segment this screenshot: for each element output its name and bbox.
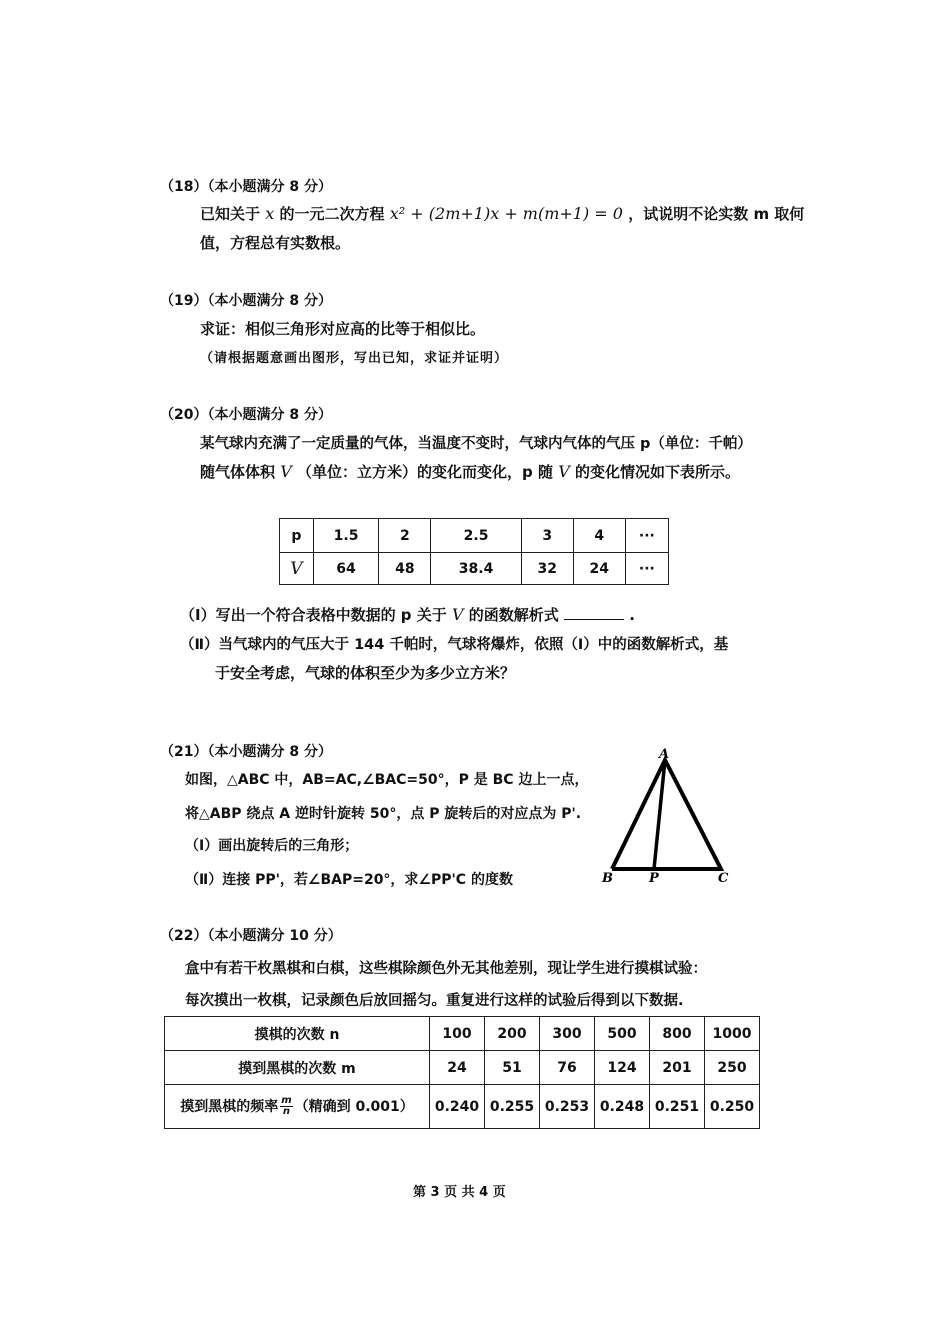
table-cell: 0.251 bbox=[650, 1085, 705, 1129]
table-row-label bbox=[165, 1085, 430, 1129]
q18-line2: 值，方程总有实数根。 bbox=[200, 234, 351, 252]
q20-part1 bbox=[180, 604, 635, 625]
q20-var-v-3: V bbox=[452, 605, 464, 624]
triangle-figure bbox=[590, 742, 750, 892]
table-cell: 48 bbox=[379, 553, 431, 585]
q20-line2-b: （单位：立方米）的变化而变化，p 随 bbox=[297, 463, 554, 481]
q22-line2: 每次摸出一枚棋，记录颜色后放回摇匀。重复进行这样的试验后得到以下数据. bbox=[185, 993, 684, 1009]
label-p: P bbox=[649, 871, 659, 886]
q20-var-v-2: V bbox=[558, 462, 570, 481]
answer-blank bbox=[564, 605, 624, 620]
q21-part2: （Ⅱ）连接 PP'，若∠BAP=20°，求∠PP'C 的度数 bbox=[185, 872, 513, 888]
table-cell: 0.250 bbox=[705, 1085, 760, 1129]
table-row-label: 摸棋的次数 n bbox=[165, 1017, 430, 1051]
table-cell: 124 bbox=[595, 1051, 650, 1085]
table-cell: ··· bbox=[625, 553, 668, 585]
fraction-m-over-n bbox=[280, 1096, 292, 1117]
table-cell: 24 bbox=[573, 553, 625, 585]
q20-table bbox=[279, 518, 669, 585]
table-cell: p bbox=[280, 519, 314, 553]
table-cell: 64 bbox=[313, 553, 379, 585]
q18-equation: x² + (2m+1)x + m(m+1) = 0 bbox=[389, 204, 623, 223]
label-c: C bbox=[718, 871, 729, 886]
table-cell: ··· bbox=[625, 519, 668, 553]
q19-header: （19）（本小题满分 8 分） bbox=[160, 293, 332, 309]
q20-part2-line2: 于安全考虑，气球的体积至少为多少立方米？ bbox=[215, 664, 516, 682]
table-cell: 0.255 bbox=[485, 1085, 540, 1129]
q20-part1-b: 的函数解析式 bbox=[468, 606, 559, 624]
q22-table-row-n bbox=[165, 1017, 760, 1051]
table-cell: 0.240 bbox=[430, 1085, 485, 1129]
q21-header: （21）（本小题满分 8 分） bbox=[160, 744, 332, 760]
label-a: A bbox=[659, 747, 670, 762]
q18-line1 bbox=[200, 203, 804, 224]
q22-line1: 盒中有若干枚黑棋和白棋，这些棋除颜色外无其他差别，现让学生进行摸棋试验： bbox=[185, 961, 707, 977]
table-cell: 250 bbox=[705, 1051, 760, 1085]
q20-part1-end: . bbox=[629, 606, 635, 624]
table-cell: 100 bbox=[430, 1017, 485, 1051]
q20-var-v: V bbox=[280, 462, 292, 481]
table-cell: 500 bbox=[595, 1017, 650, 1051]
freq-label-a: 摸到黑棋的频率 bbox=[180, 1098, 279, 1115]
table-cell: 1000 bbox=[705, 1017, 760, 1051]
q20-line1: 某气球内充满了一定质量的气体，当温度不变时，气球内气体的气压 p（单位：千帕） bbox=[200, 436, 752, 452]
q20-line2 bbox=[200, 461, 740, 482]
page-footer: 第 3 页 共 4 页 bbox=[413, 1185, 506, 1200]
q22-table bbox=[164, 1016, 760, 1129]
q19-line2: （请根据题意画出图形，写出已知，求证并证明） bbox=[200, 351, 509, 366]
table-cell: 76 bbox=[540, 1051, 595, 1085]
table-cell: 32 bbox=[521, 553, 573, 585]
q18-header: （18）（本小题满分 8 分） bbox=[160, 179, 332, 195]
q18-var-x: x bbox=[265, 204, 275, 223]
q22-table-row-freq bbox=[165, 1085, 760, 1129]
label-b: B bbox=[602, 871, 613, 886]
q20-line2-c: 的变化情况如下表所示。 bbox=[575, 463, 741, 481]
q21-line1: 如图，△ABC 中，AB=AC,∠BAC=50°，P 是 BC 边上一点， bbox=[185, 772, 589, 788]
fraction-numerator: m bbox=[281, 1095, 292, 1107]
table-cell: 4 bbox=[573, 519, 625, 553]
q20-part1-a: （Ⅰ）写出一个符合表格中数据的 p 关于 bbox=[180, 606, 447, 624]
q20-table-row-v bbox=[280, 553, 669, 585]
table-cell: 300 bbox=[540, 1017, 595, 1051]
q21-line2: 将△ABP 绕点 A 逆时针旋转 50°，点 P 旋转后的对应点为 P'. bbox=[185, 806, 582, 822]
table-cell: 0.253 bbox=[540, 1085, 595, 1129]
table-cell: 2.5 bbox=[431, 519, 521, 553]
q18-line1-post: ，试说明不论实数 m 取何 bbox=[628, 205, 805, 223]
table-cell: 0.248 bbox=[595, 1085, 650, 1129]
q20-header: （20）（本小题满分 8 分） bbox=[160, 407, 332, 423]
table-cell: 2 bbox=[379, 519, 431, 553]
table-cell: 1.5 bbox=[313, 519, 379, 553]
q18-line1-mid: 的一元二次方程 bbox=[279, 205, 385, 223]
q19-line1: 求证：相似三角形对应高的比等于相似比。 bbox=[200, 320, 486, 338]
freq-label-b: （精确到 0.001） bbox=[294, 1098, 414, 1115]
table-row-label: 摸到黑棋的次数 m bbox=[165, 1051, 430, 1085]
q20-table-row-p bbox=[280, 519, 669, 553]
table-cell: 51 bbox=[485, 1051, 540, 1085]
table-cell: 3 bbox=[521, 519, 573, 553]
table-cell: 800 bbox=[650, 1017, 705, 1051]
q20-line2-a: 随气体体积 bbox=[200, 463, 276, 481]
q18-line1-pre: 已知关于 bbox=[200, 205, 261, 223]
table-cell: 200 bbox=[485, 1017, 540, 1051]
q22-header: （22）（本小题满分 10 分） bbox=[160, 928, 342, 944]
q22-table-row-m bbox=[165, 1051, 760, 1085]
table-cell: V bbox=[280, 553, 314, 585]
table-cell: 24 bbox=[430, 1051, 485, 1085]
q20-part2-line1: （Ⅱ）当气球内的气压大于 144 千帕时，气球将爆炸，依照（Ⅰ）中的函数解析式，基 bbox=[180, 637, 729, 653]
table-cell: 38.4 bbox=[431, 553, 521, 585]
triangle-abc bbox=[612, 760, 721, 869]
q21-part1: （Ⅰ）画出旋转后的三角形； bbox=[185, 838, 359, 854]
fraction-denominator: n bbox=[282, 1106, 290, 1118]
table-cell: 201 bbox=[650, 1051, 705, 1085]
